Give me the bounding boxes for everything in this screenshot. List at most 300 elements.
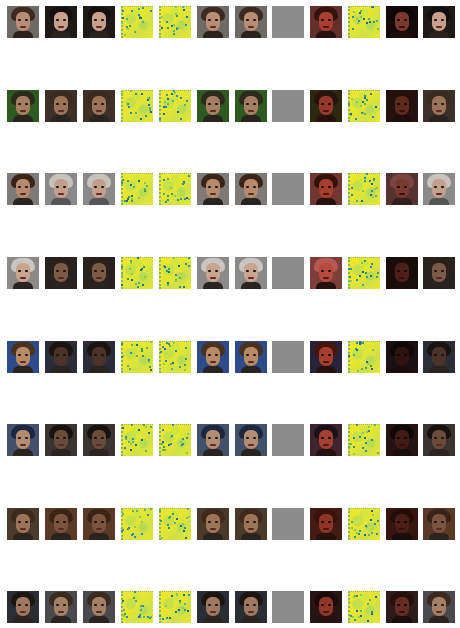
heatmap-speckle bbox=[185, 537, 187, 539]
heatmap-speckle bbox=[360, 594, 362, 596]
face-skin bbox=[92, 430, 106, 449]
face-shoulders bbox=[429, 282, 449, 289]
heatmap-speckle bbox=[362, 432, 364, 434]
heatmap-speckle bbox=[348, 355, 350, 357]
face-mouth bbox=[58, 277, 64, 279]
face-skin bbox=[206, 430, 220, 449]
heatmap-speckle bbox=[145, 450, 147, 452]
face-right-eye bbox=[215, 354, 218, 356]
face-shoulders bbox=[13, 31, 33, 38]
face-shoulders bbox=[89, 449, 109, 456]
heatmap-tile bbox=[121, 508, 153, 540]
face-tint-overlay bbox=[386, 424, 418, 456]
heatmap-speckle bbox=[150, 341, 152, 343]
heatmap-speckle bbox=[134, 31, 136, 33]
heatmap-speckle bbox=[352, 16, 354, 18]
face-left-eye bbox=[246, 604, 249, 606]
heatmap-speckle bbox=[121, 182, 123, 184]
face-skin bbox=[16, 597, 30, 616]
heatmap-speckle bbox=[167, 178, 169, 180]
heatmap-speckle bbox=[173, 24, 175, 26]
face-skin bbox=[54, 514, 68, 533]
heatmap-speckle bbox=[166, 617, 168, 619]
heatmap-speckle bbox=[376, 533, 378, 535]
face-shoulders bbox=[13, 282, 33, 289]
heatmap-speckle bbox=[129, 368, 131, 370]
heatmap-speckle bbox=[137, 257, 139, 259]
heatmap-speckle bbox=[361, 368, 363, 370]
heatmap-speckle bbox=[187, 433, 189, 435]
heatmap-speckle bbox=[140, 17, 142, 19]
face-thumbnail bbox=[310, 591, 342, 623]
heatmap-speckle bbox=[187, 610, 189, 612]
face-thumbnail bbox=[7, 6, 39, 38]
face-shoulders bbox=[241, 115, 261, 122]
face-right-eye bbox=[63, 19, 66, 21]
face-right-eye bbox=[441, 19, 444, 21]
heatmap-speckle bbox=[374, 523, 376, 525]
heatmap-speckle bbox=[180, 198, 182, 200]
face-mouth bbox=[248, 444, 254, 446]
heatmap-speckle bbox=[362, 447, 364, 449]
face-right-eye bbox=[253, 604, 256, 606]
heatmap-speckle bbox=[175, 6, 177, 8]
heatmap-speckle bbox=[371, 439, 373, 441]
face-thumbnail bbox=[235, 90, 267, 122]
heatmap-speckle bbox=[164, 449, 166, 451]
face-right-eye bbox=[253, 270, 256, 272]
face-tint-overlay bbox=[310, 257, 342, 289]
face-left-eye bbox=[208, 186, 211, 188]
heatmap-speckle bbox=[358, 533, 360, 535]
face-mouth bbox=[58, 193, 64, 195]
face-skin bbox=[432, 430, 446, 449]
heatmap-speckle bbox=[167, 199, 169, 201]
heatmap-speckle bbox=[356, 349, 358, 351]
heatmap-speckle bbox=[353, 354, 355, 356]
heatmap-speckle bbox=[136, 355, 138, 357]
face-mouth bbox=[58, 26, 64, 28]
heatmap-speckle bbox=[171, 435, 173, 437]
heatmap-speckle bbox=[376, 276, 378, 278]
heatmap-speckle bbox=[162, 441, 164, 443]
heatmap-speckle bbox=[188, 265, 190, 267]
face-mouth bbox=[436, 361, 442, 363]
face-mouth bbox=[96, 611, 102, 613]
heatmap-speckle bbox=[122, 179, 124, 181]
face-skin bbox=[92, 514, 106, 533]
heatmap-speckle bbox=[162, 449, 164, 451]
heatmap-speckle bbox=[148, 361, 150, 363]
heatmap-speckle bbox=[371, 190, 373, 192]
heatmap-speckle bbox=[188, 257, 190, 259]
face-mouth bbox=[436, 193, 442, 195]
heatmap-tile bbox=[348, 90, 380, 122]
heatmap-speckle bbox=[127, 28, 129, 30]
face-mouth bbox=[58, 611, 64, 613]
heatmap-speckle bbox=[350, 113, 352, 115]
heatmap-tile bbox=[159, 257, 191, 289]
heatmap-speckle bbox=[360, 16, 362, 18]
heatmap-speckle bbox=[183, 530, 185, 532]
heatmap-speckle bbox=[150, 426, 152, 428]
heatmap-speckle bbox=[123, 615, 125, 617]
heatmap-speckle bbox=[180, 118, 182, 120]
heatmap-speckle bbox=[122, 10, 124, 12]
heatmap-speckle bbox=[162, 429, 164, 431]
face-tint-overlay bbox=[386, 257, 418, 289]
heatmap-speckle bbox=[149, 107, 151, 109]
face-skin bbox=[16, 12, 30, 31]
face-thumbnail bbox=[386, 257, 418, 289]
heatmap-edge-dots bbox=[348, 341, 380, 373]
heatmap-speckle bbox=[172, 513, 174, 515]
heatmap-speckle bbox=[184, 364, 186, 366]
heatmap-speckle bbox=[130, 184, 132, 186]
blank-tile bbox=[272, 508, 304, 540]
heatmap-speckle bbox=[179, 286, 181, 288]
heatmap-speckle bbox=[351, 194, 353, 196]
face-shoulders bbox=[429, 31, 449, 38]
face-skin bbox=[432, 96, 446, 115]
heatmap-speckle bbox=[134, 591, 136, 593]
heatmap-edge-dots bbox=[159, 508, 191, 540]
heatmap-speckle bbox=[366, 173, 368, 175]
heatmap-speckle bbox=[167, 103, 169, 105]
face-skin bbox=[244, 263, 258, 282]
heatmap-speckle bbox=[179, 366, 181, 368]
face-thumbnail bbox=[83, 257, 115, 289]
heatmap-speckle bbox=[354, 529, 356, 531]
face-thumbnail bbox=[83, 6, 115, 38]
face-left-eye bbox=[208, 354, 211, 356]
face-right-eye bbox=[253, 354, 256, 356]
face-shoulders bbox=[203, 115, 223, 122]
face-skin bbox=[92, 179, 106, 198]
face-tint-overlay bbox=[386, 90, 418, 122]
face-shoulders bbox=[203, 616, 223, 623]
face-right-eye bbox=[441, 354, 444, 356]
heatmap-speckle bbox=[371, 183, 373, 185]
face-right-eye bbox=[101, 19, 104, 21]
face-thumbnail bbox=[197, 508, 229, 540]
heatmap-speckle bbox=[127, 365, 129, 367]
face-thumbnail bbox=[197, 173, 229, 205]
face-skin bbox=[54, 430, 68, 449]
heatmap-speckle bbox=[372, 349, 374, 351]
face-left-eye bbox=[434, 270, 437, 272]
face-left-eye bbox=[246, 354, 249, 356]
face-skin bbox=[432, 179, 446, 198]
heatmap-edge-dots bbox=[159, 6, 191, 38]
face-skin bbox=[206, 179, 220, 198]
face-right-eye bbox=[253, 103, 256, 105]
heatmap-tile bbox=[159, 173, 191, 205]
face-thumbnail bbox=[386, 6, 418, 38]
face-right-eye bbox=[441, 103, 444, 105]
heatmap-speckle bbox=[376, 20, 378, 22]
heatmap-speckle bbox=[366, 276, 368, 278]
face-mouth bbox=[96, 528, 102, 530]
heatmap-speckle bbox=[362, 101, 364, 103]
heatmap-speckle bbox=[164, 348, 166, 350]
face-mouth bbox=[96, 110, 102, 112]
heatmap-speckle bbox=[356, 532, 358, 534]
face-skin bbox=[16, 179, 30, 198]
heatmap-speckle bbox=[362, 342, 364, 344]
heatmap-speckle bbox=[149, 366, 151, 368]
heatmap-speckle bbox=[141, 350, 143, 352]
heatmap-speckle bbox=[130, 260, 132, 262]
heatmap-speckle bbox=[172, 424, 174, 426]
heatmap-speckle bbox=[121, 266, 123, 268]
face-right-eye bbox=[63, 437, 66, 439]
face-thumbnail bbox=[7, 257, 39, 289]
heatmap-speckle bbox=[168, 517, 170, 519]
heatmap-speckle bbox=[174, 92, 176, 94]
face-thumbnail bbox=[83, 90, 115, 122]
heatmap-speckle bbox=[372, 514, 374, 516]
face-mouth bbox=[248, 528, 254, 530]
face-thumbnail bbox=[45, 424, 77, 456]
face-mouth bbox=[58, 528, 64, 530]
heatmap-speckle bbox=[125, 438, 127, 440]
face-shoulders bbox=[429, 449, 449, 456]
face-thumbnail bbox=[235, 6, 267, 38]
face-thumbnail bbox=[7, 424, 39, 456]
face-left-eye bbox=[94, 604, 97, 606]
face-skin bbox=[244, 514, 258, 533]
face-left-eye bbox=[94, 437, 97, 439]
face-mouth bbox=[20, 528, 26, 530]
heatmap-speckle bbox=[167, 27, 169, 29]
face-thumbnail bbox=[83, 424, 115, 456]
heatmap-speckle bbox=[178, 265, 180, 267]
heatmap-speckle bbox=[356, 279, 358, 281]
heatmap-speckle bbox=[150, 508, 152, 510]
heatmap-tile bbox=[159, 424, 191, 456]
heatmap-speckle bbox=[122, 529, 124, 531]
heatmap-speckle bbox=[351, 521, 353, 523]
face-thumbnail bbox=[7, 591, 39, 623]
heatmap-speckle bbox=[138, 197, 140, 199]
face-thumbnail bbox=[235, 424, 267, 456]
face-shoulders bbox=[429, 533, 449, 540]
heatmap-speckle bbox=[137, 286, 139, 288]
face-shoulders bbox=[429, 616, 449, 623]
heatmap-tile bbox=[121, 173, 153, 205]
heatmap-speckle bbox=[167, 195, 169, 197]
heatmap-speckle bbox=[170, 187, 172, 189]
heatmap-speckle bbox=[353, 446, 355, 448]
heatmap-speckle bbox=[141, 93, 143, 95]
heatmap-speckle bbox=[363, 112, 365, 114]
face-skin bbox=[16, 347, 30, 366]
heatmap-speckle bbox=[147, 514, 149, 516]
face-shoulders bbox=[51, 449, 71, 456]
face-left-eye bbox=[434, 103, 437, 105]
face-shoulders bbox=[89, 616, 109, 623]
face-left-eye bbox=[434, 604, 437, 606]
heatmap-speckle bbox=[160, 520, 162, 522]
face-thumbnail bbox=[235, 173, 267, 205]
heatmap-speckle bbox=[141, 268, 143, 270]
heatmap-speckle bbox=[148, 432, 150, 434]
heatmap-speckle bbox=[121, 284, 123, 286]
heatmap-speckle bbox=[376, 187, 378, 189]
heatmap-speckle bbox=[353, 453, 355, 455]
face-right-eye bbox=[441, 521, 444, 523]
face-thumbnail bbox=[235, 257, 267, 289]
heatmap-speckle bbox=[144, 188, 146, 190]
face-skin bbox=[16, 96, 30, 115]
heatmap-speckle bbox=[360, 105, 362, 107]
heatmap-speckle bbox=[371, 532, 373, 534]
heatmap-speckle bbox=[368, 534, 370, 536]
heatmap-speckle bbox=[361, 262, 363, 264]
heatmap-speckle bbox=[358, 20, 360, 22]
heatmap-speckle bbox=[135, 112, 137, 114]
face-right-eye bbox=[63, 270, 66, 272]
heatmap-speckle bbox=[173, 257, 175, 259]
heatmap-speckle bbox=[135, 600, 137, 602]
face-shoulders bbox=[429, 198, 449, 205]
face-right-eye bbox=[253, 19, 256, 21]
blank-tile bbox=[272, 341, 304, 373]
face-mouth bbox=[58, 444, 64, 446]
face-skin bbox=[244, 96, 258, 115]
heatmap-speckle bbox=[371, 613, 373, 615]
heatmap-speckle bbox=[183, 182, 185, 184]
heatmap-speckle bbox=[143, 616, 145, 618]
heatmap-edge-dots bbox=[121, 424, 153, 456]
face-mouth bbox=[20, 611, 26, 613]
blank-tile bbox=[272, 257, 304, 289]
face-left-eye bbox=[246, 19, 249, 21]
face-shoulders bbox=[241, 533, 261, 540]
face-mouth bbox=[20, 110, 26, 112]
face-mouth bbox=[436, 528, 442, 530]
heatmap-tile bbox=[121, 424, 153, 456]
heatmap-speckle bbox=[180, 525, 182, 527]
heatmap-speckle bbox=[121, 356, 123, 358]
face-tint-overlay bbox=[310, 424, 342, 456]
heatmap-speckle bbox=[150, 616, 152, 618]
heatmap-speckle bbox=[167, 284, 169, 286]
face-left-eye bbox=[94, 270, 97, 272]
heatmap-speckle bbox=[348, 601, 350, 603]
heatmap-speckle bbox=[366, 99, 368, 101]
heatmap-speckle bbox=[371, 368, 373, 370]
heatmap-speckle bbox=[161, 27, 163, 29]
face-shoulders bbox=[203, 198, 223, 205]
face-tint-overlay bbox=[310, 591, 342, 623]
heatmap-speckle bbox=[350, 280, 352, 282]
face-thumbnail bbox=[386, 90, 418, 122]
heatmap-tile bbox=[348, 257, 380, 289]
heatmap-speckle bbox=[168, 527, 170, 529]
heatmap-speckle bbox=[121, 343, 123, 345]
heatmap-speckle bbox=[161, 443, 163, 445]
face-thumbnail bbox=[386, 341, 418, 373]
heatmap-speckle bbox=[140, 118, 142, 120]
heatmap-speckle bbox=[124, 447, 126, 449]
face-shoulders bbox=[13, 115, 33, 122]
heatmap-speckle bbox=[188, 175, 190, 177]
face-shoulders bbox=[13, 198, 33, 205]
heatmap-speckle bbox=[147, 616, 149, 618]
heatmap-edge-dots bbox=[348, 424, 380, 456]
face-right-eye bbox=[215, 270, 218, 272]
face-thumbnail bbox=[423, 341, 455, 373]
heatmap-speckle bbox=[159, 118, 161, 120]
face-shoulders bbox=[89, 31, 109, 38]
heatmap-speckle bbox=[187, 508, 189, 510]
face-thumbnail bbox=[45, 173, 77, 205]
face-shoulders bbox=[13, 366, 33, 373]
face-left-eye bbox=[208, 604, 211, 606]
face-thumbnail bbox=[197, 257, 229, 289]
face-left-eye bbox=[434, 437, 437, 439]
face-thumbnail bbox=[197, 341, 229, 373]
heatmap-speckle bbox=[369, 180, 371, 182]
face-shoulders bbox=[241, 31, 261, 38]
heatmap-speckle bbox=[371, 263, 373, 265]
face-left-eye bbox=[434, 354, 437, 356]
heatmap-speckle bbox=[357, 22, 359, 24]
heatmap-speckle bbox=[171, 93, 173, 95]
face-thumbnail bbox=[386, 591, 418, 623]
heatmap-speckle bbox=[352, 28, 354, 30]
heatmap-speckle bbox=[354, 619, 356, 621]
face-right-eye bbox=[25, 103, 28, 105]
face-skin bbox=[432, 347, 446, 366]
heatmap-speckle bbox=[144, 190, 146, 192]
heatmap-speckle bbox=[121, 94, 123, 96]
heatmap-speckle bbox=[144, 182, 146, 184]
heatmap-speckle bbox=[131, 279, 133, 281]
heatmap-speckle bbox=[365, 450, 367, 452]
face-mouth bbox=[96, 277, 102, 279]
heatmap-speckle bbox=[364, 260, 366, 262]
heatmap-speckle bbox=[164, 101, 166, 103]
heatmap-speckle bbox=[374, 424, 376, 426]
face-mouth bbox=[58, 361, 64, 363]
face-thumbnail bbox=[83, 591, 115, 623]
heatmap-speckle bbox=[359, 436, 361, 438]
face-thumbnail bbox=[310, 173, 342, 205]
heatmap-speckle bbox=[122, 600, 124, 602]
heatmap-speckle bbox=[147, 97, 149, 99]
heatmap-speckle bbox=[160, 351, 162, 353]
heatmap-speckle bbox=[166, 94, 168, 96]
face-shoulders bbox=[51, 366, 71, 373]
heatmap-speckle bbox=[184, 609, 186, 611]
face-skin bbox=[206, 347, 220, 366]
heatmap-speckle bbox=[364, 180, 366, 182]
heatmap-speckle bbox=[166, 342, 168, 344]
heatmap-speckle bbox=[162, 346, 164, 348]
face-tint-overlay bbox=[386, 591, 418, 623]
heatmap-speckle bbox=[183, 9, 185, 11]
face-left-eye bbox=[18, 270, 21, 272]
heatmap-edge-dots bbox=[159, 173, 191, 205]
face-skin bbox=[92, 347, 106, 366]
face-thumbnail bbox=[310, 257, 342, 289]
heatmap-speckle bbox=[138, 616, 140, 618]
heatmap-speckle bbox=[143, 424, 145, 426]
face-skin bbox=[92, 597, 106, 616]
